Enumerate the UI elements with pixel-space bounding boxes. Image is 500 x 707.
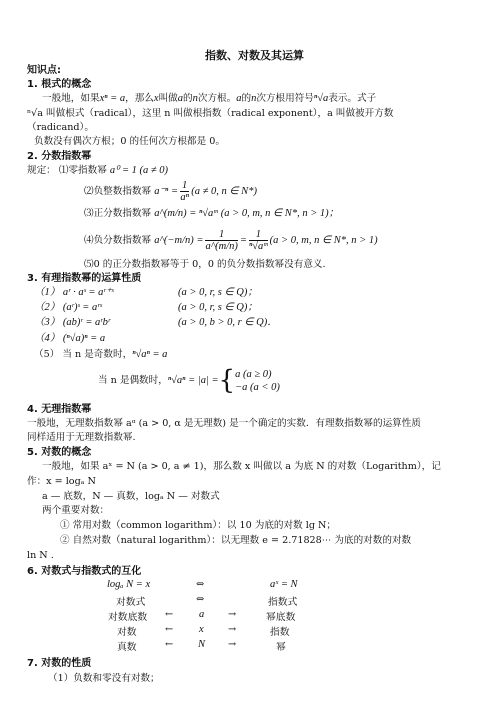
s3-rule-3-condition: (a > 0, b > 0, r ∈ Q)． xyxy=(178,317,278,328)
table-cell: 对数底数 xyxy=(108,612,148,623)
s5-paragraph-1: 一般地，如果 aˣ = N (a > 0, a ≠ 1)，那么数 x 叫做以 a 为底 N 的对数（Logarithm），记 xyxy=(42,461,441,472)
table-cell: x xyxy=(199,624,204,635)
s1-paragraph-3: （radicand）。 xyxy=(27,122,94,133)
section-1-heading: 1. 根式的概念 xyxy=(27,79,92,90)
section-6-heading: 6. 对数式与指数式的互化 xyxy=(27,566,142,577)
s5-paragraph-7: ln N . xyxy=(27,550,54,561)
knowledge-label: 知识点: xyxy=(27,65,61,76)
section-5-heading: 5. 对数的概念 xyxy=(27,447,92,458)
s5-paragraph-2: 作：x = logₐ N xyxy=(27,476,96,487)
s5-paragraph-5: ① 常用对数（common logarithm）：以 10 为底的对数 lg N； xyxy=(60,520,337,531)
table-cell: N xyxy=(198,639,206,650)
table-cell: a xyxy=(199,609,205,620)
table-cell: 对数式 xyxy=(116,597,146,608)
s4-paragraph-1: 一般地，无理数指数幂 aᵅ (a > 0, α 是无理数) 是一个确定的实数．有理数指数幂的运算性质 xyxy=(27,418,421,429)
s1-paragraph-1: 一般地，如果xⁿ = a，那么x叫做a的n次方根。a的n次方根用符号ⁿ√a表示。式子 xyxy=(42,93,377,104)
table-cell: ← xyxy=(165,624,174,635)
s5-paragraph-3: a — 底数，N — 真数，logₐ N — 对数式 xyxy=(42,491,220,502)
s3-rule-4: （4） (ⁿ√a)ⁿ = a xyxy=(34,333,106,344)
s5-paragraph-4: 两个重要对数： xyxy=(42,505,110,516)
table-cell: ⇔ xyxy=(196,594,205,605)
section-3-heading: 3. 有理指数幂的运算性质 xyxy=(27,273,142,284)
s7-paragraph-1: （1）负数和零没有对数； xyxy=(48,673,160,684)
s3-rule-3: （3） (ab)ʳ = aʳbʳ xyxy=(34,317,111,328)
table-cell: 对数 xyxy=(117,627,137,638)
table-cell: ← xyxy=(165,639,174,650)
table-cell: logₐ N = x xyxy=(107,579,151,590)
table-cell: 幂 xyxy=(276,642,286,653)
table-cell: 指数式 xyxy=(268,597,298,608)
s3-rule-1: （1） aʳ · aˢ = aʳ⁺ˢ xyxy=(34,287,114,298)
s2-rule-2: ⑵负整数指数幂 a⁻ⁿ = $\frac{1}{\text{aⁿ}}$ (a ≠ 0, n ∈ N*) xyxy=(84,180,257,203)
table-cell: 幂底数 xyxy=(266,612,296,623)
table-cell: ← xyxy=(165,609,174,620)
page-title: 指数、对数及其运算 xyxy=(205,49,304,62)
s2-rule-3: ⑶正分数指数幂 a^(m/n) = ⁿ√aᵐ (a > 0, m, n ∈ N*, n > 1)； xyxy=(84,208,340,219)
s3-rule-1-condition: (a > 0, r, s ∈ Q)； xyxy=(178,287,258,298)
section-7-heading: 7. 对数的性质 xyxy=(27,658,92,669)
table-cell: → xyxy=(228,624,237,635)
s3-rule-2-condition: (a > 0, r, s ∈ Q)； xyxy=(178,302,258,313)
table-cell: → xyxy=(228,609,237,620)
s1-paragraph-2: ⁿ√a 叫做根式（radical），这里 n 叫做根指数（radical exponent），a 叫做被开方数 xyxy=(27,108,394,119)
table-cell: → xyxy=(228,639,237,650)
s2-rule-5: ⑸0 的正分数指数幂等于 0，0 的负分数指数幂没有意义. xyxy=(84,259,326,270)
table-cell: 指数 xyxy=(270,627,290,638)
section-2-heading: 2. 分数指数幂 xyxy=(27,151,92,162)
table-cell: ⇔ xyxy=(196,579,205,590)
s2-rule-4: ⑷负分数指数幂 a^(−m/n) = $\frac{1}{a\^{}(m/n)}$ = $\frac{1}{\text{ⁿ√aᵐ}}$ (a > 0, m, n ∈ N*, n > 1) xyxy=(84,229,378,252)
table-cell: aˣ = N xyxy=(270,579,298,590)
s1-paragraph-4: 负数没有偶次方根；0 的任何次方根都是 0。 xyxy=(34,136,225,147)
s3-rule-5: （5） 当 n 是奇数时，ⁿ√aⁿ = a xyxy=(34,349,168,360)
s2-rule-1: 规定： ⑴零指数幂 a⁰ = 1 (a ≠ 0) xyxy=(27,165,169,176)
s4-paragraph-2: 同样适用于无理数指数幂. xyxy=(27,432,136,443)
s3-rule-6: 当 n 是偶数时，ⁿ√aⁿ = |a| ={ a (a ≥ 0) −a (a < 0) xyxy=(98,365,280,396)
section-4-heading: 4. 无理指数幂 xyxy=(27,404,92,415)
conversion-table xyxy=(0,579,500,653)
s5-paragraph-6: ② 自然对数（natural logarithm）：以无理数 e = 2.71828⋯ 为底的对数的对数 xyxy=(60,535,412,546)
s3-rule-2: （2） (aʳ)ˢ = aʳˢ xyxy=(34,302,102,313)
table-cell: 真数 xyxy=(117,642,137,653)
